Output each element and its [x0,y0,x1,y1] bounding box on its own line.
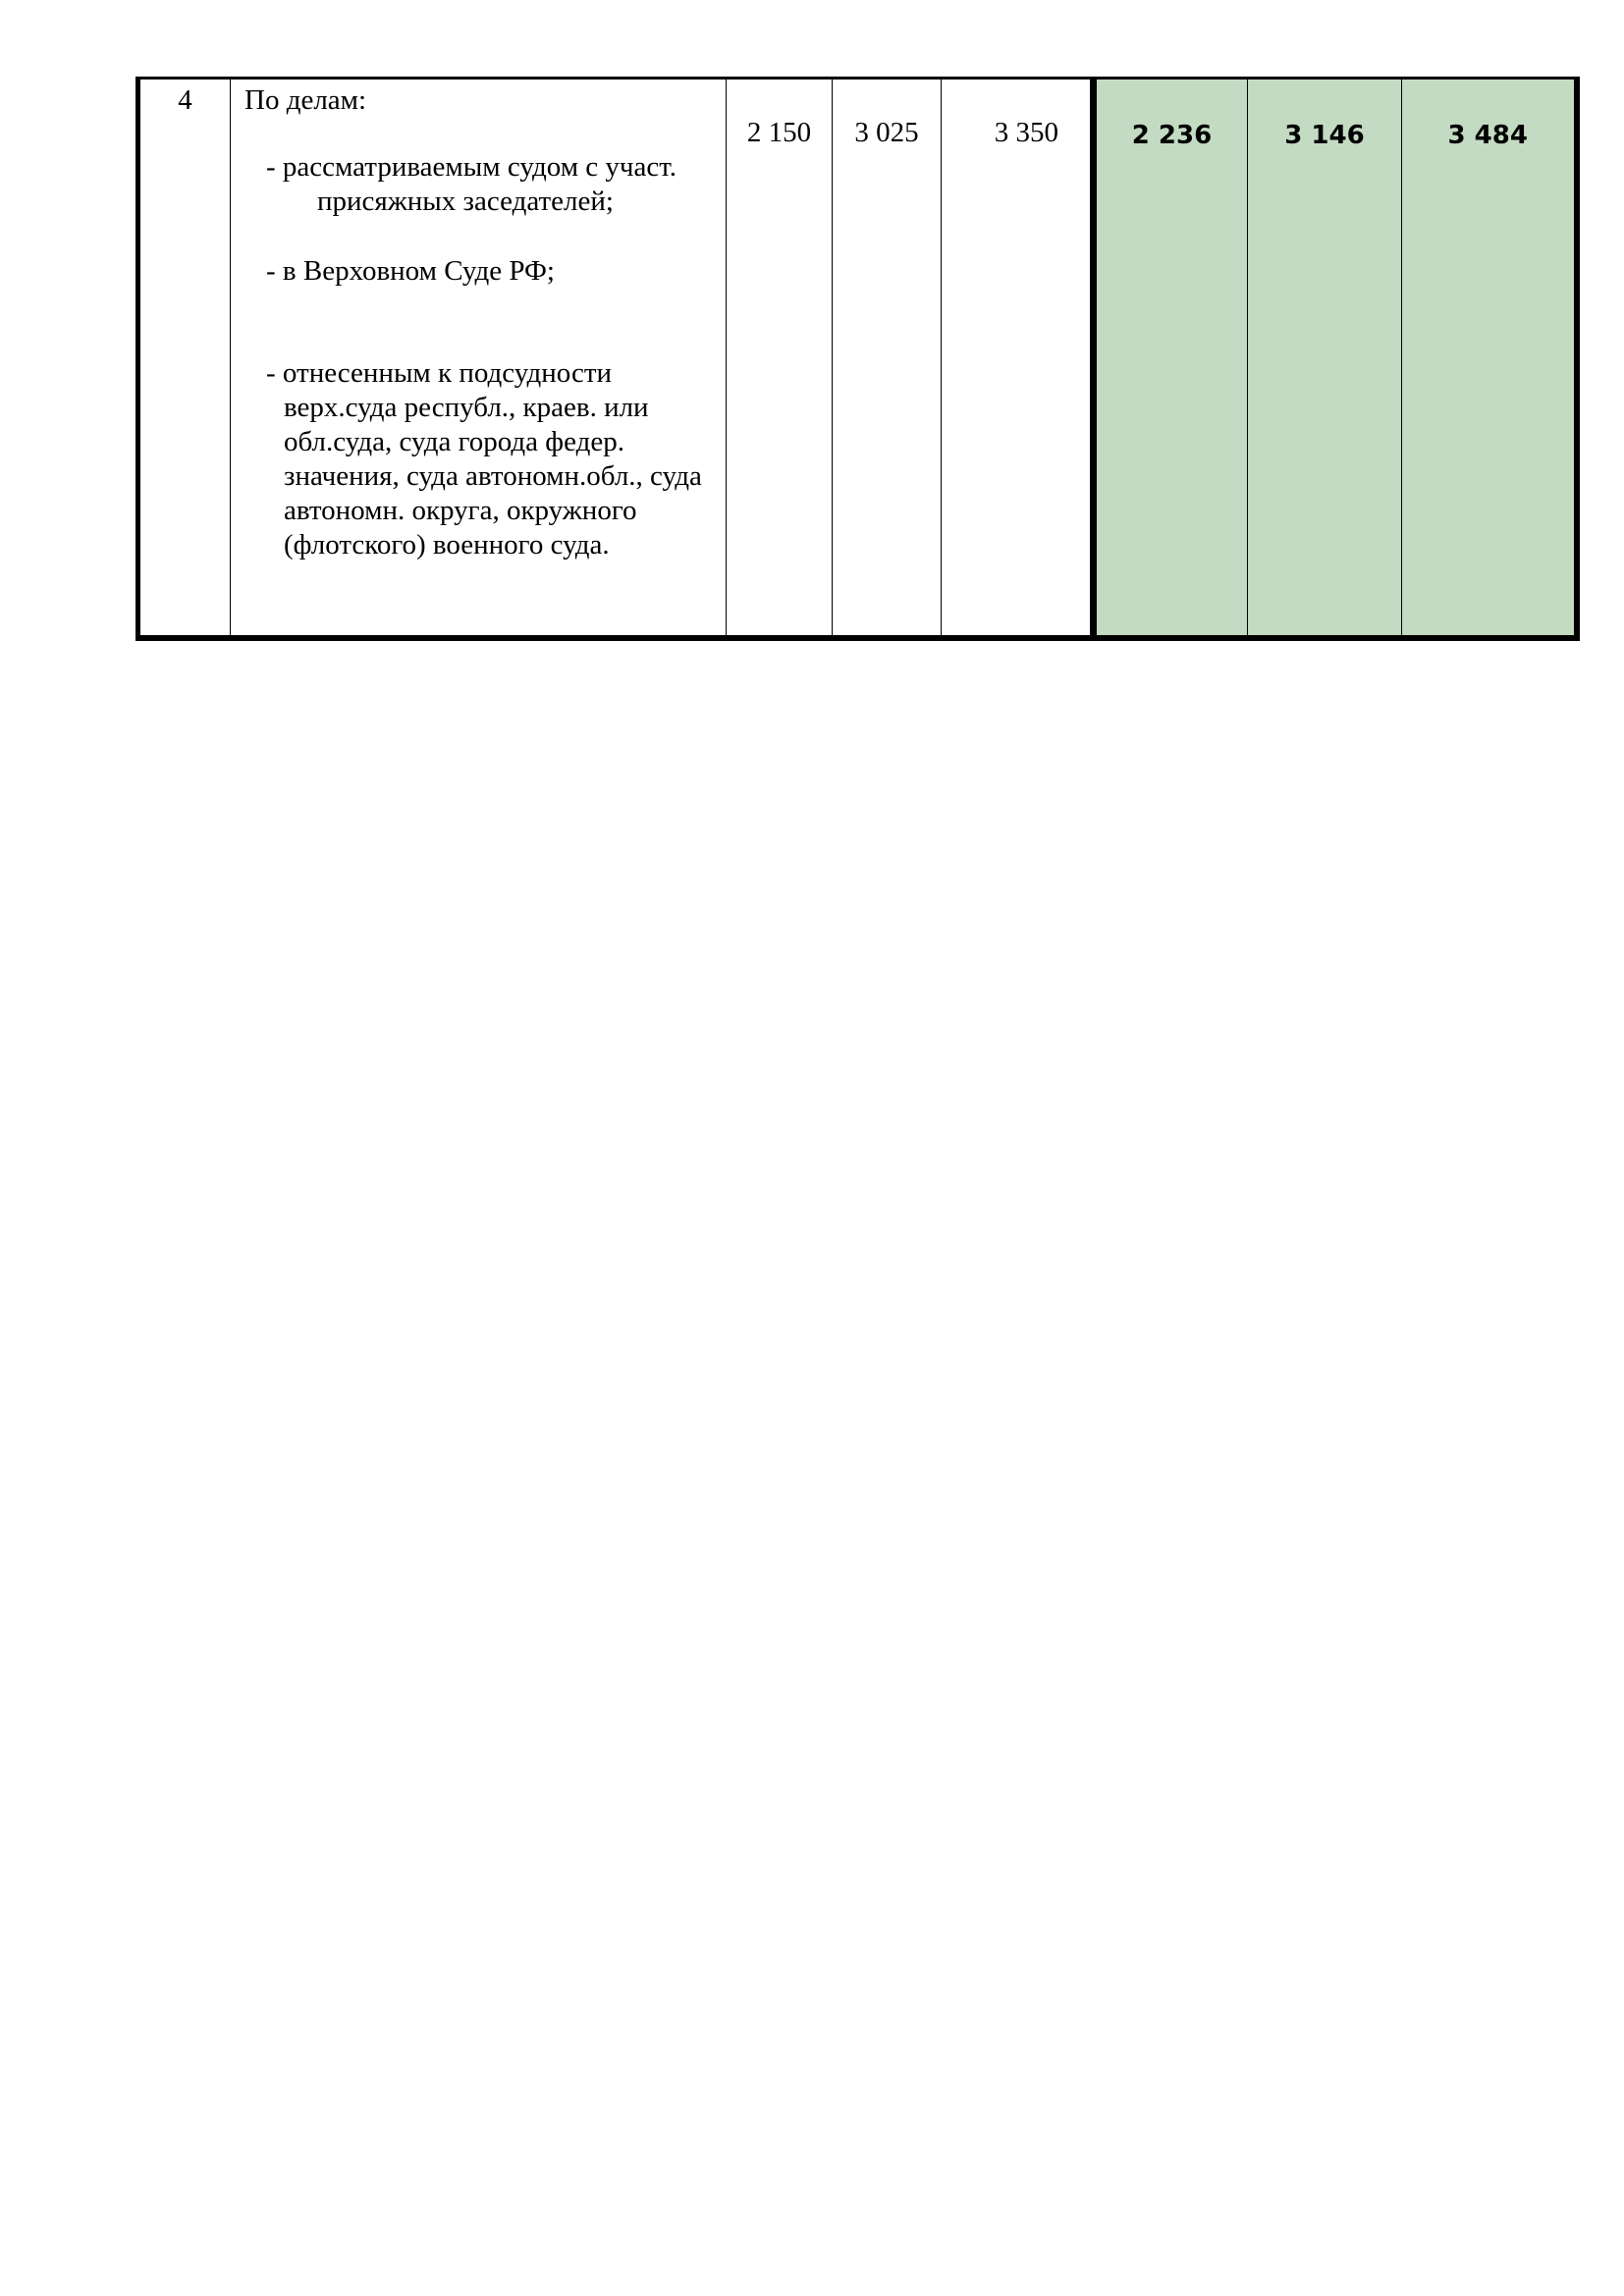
description-item-jurisdiction: - отнесенным к подсудности верх.суда республ., краев. или обл.суда, суда города федер. значения, суда автономн.обл., суда автономн. округа, окружного (флотского) военного суда. [266,357,702,561]
row-description [231,79,727,639]
description-item-jury-line1: - рассматриваемым судом с участ. [266,151,677,183]
description-item-jury-line2: присяжных заседателей; [317,186,614,217]
old-value-3: 3 350 [942,79,1094,639]
old-value-1: 2 150 [727,79,833,639]
description-title: По делам: [244,84,367,116]
description-item-supreme-court: - в Верховном Суде РФ; [266,255,555,287]
old-value-2: 3 025 [833,79,942,639]
table-row [138,79,1577,639]
row-number: 4 [138,79,231,639]
description-item-jury [244,150,714,219]
new-value-3: 3 484 [1402,79,1577,639]
new-value-2: 3 146 [1248,79,1402,639]
new-value-1: 2 236 [1094,79,1248,639]
fee-table [135,77,1580,641]
